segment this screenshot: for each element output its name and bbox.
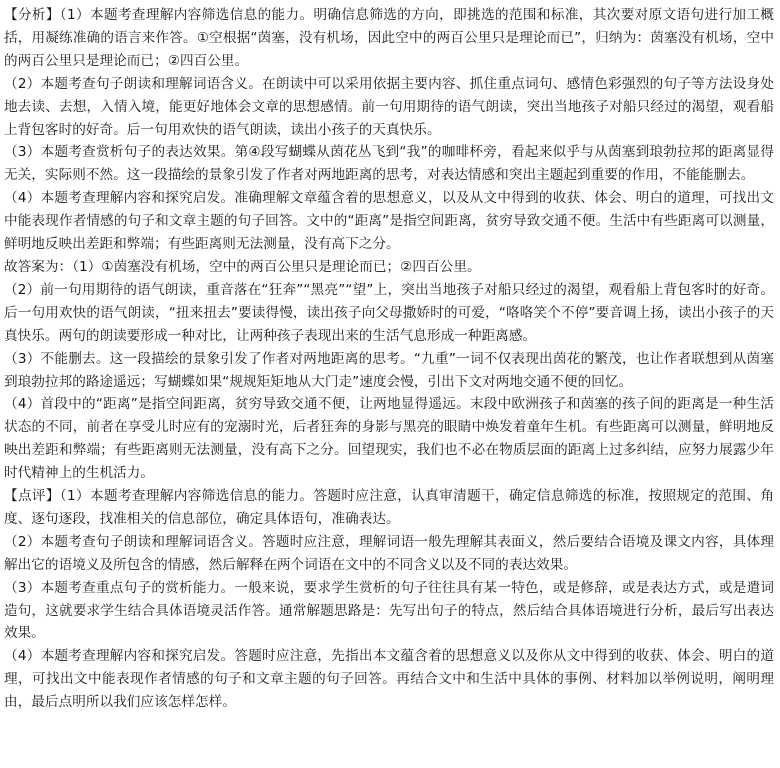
comment-q2-paragraph: （2）本题考查句子朗读和理解词语含义。答题时应注意，理解词语一般先理解其表面义，然后要结合语境及课文内容，具体理解出它的语境义及所包含的情感，然后解释在两个词语在文中的不同含义以及不同的表达效果。 <box>4 533 774 573</box>
answer-q3-paragraph: （3）不能删去。这一段描绘的景象引发了作者对两地距离的思考。“九重”一词不仅表现出茵花的繁茂，也让作者联想到从茵塞到琅勃拉邦的路途遥远；写蝴蝶如果“规规矩矩地从大门走”速度会慢，引出下文对两地交通不便的回忆。 <box>4 350 774 390</box>
comment-q4-paragraph: （4）本题考查理解内容和探究启发。答题时应注意，先指出本文蕴含着的思想意义以及你从文中得到的收获、体会、明白的道理，可找出文中能表现作者情感的句子和文章主题的句子回答。再结合文中和生活中具体的事例、材料加以举例说明，阐明理由，最后点明所以我们应该怎样怎样。 <box>4 648 774 711</box>
analysis-header-paragraph: 【分析】（1）本题考查理解内容筛选信息的能力。明确信息筛选的方向，即挑选的范围和标准，其次要对原文语句进行加工概括，用凝练准确的语言来作答。①空根据“茵塞，没有机场，因此空中的两百公里只是理论而已”，归纳为：茵塞没有机场，空中的两百公里只是理论而已；②四百公里。 <box>4 7 774 69</box>
answer-q4-paragraph: （4）首段中的“距离”是指空间距离，贫穷导致交通不便，让两地显得遥远。末段中欧洲孩子和茵塞的孩子间的距离是一种生活状态的不同，前者在享受儿时应有的宠溺时光，后者狂奔的身影与黑亮的眼睛中焕发着童年生机。有些距离可以测量，鲜明地反映出差距和弊端；有些距离则无法测量，没有高下之分。回望现实，我们也不必在物质层面的距离上过多纠结，应努力展露少年时代精神上的生机活力。 <box>4 396 774 482</box>
comment-header-paragraph: 【点评】（1）本题考查理解内容筛选信息的能力。答题时应注意，认真审清题干，确定信息筛选的标准，按照规定的范围、角度、逐句逐段，找准相关的信息部位，确定具体语句，准确表达。 <box>4 488 774 527</box>
comment-q3-paragraph: （3）本题考查重点句子的赏析能力。一般来说，要求学生赏析的句子往往具有某一特色，或是修辞，或是表达方式，或是遣词造句，这就要求学生结合具体语境灵活作答。通常解题思路是：先写出句子的特点，然后结合具体语境进行分析，最后写出表达效果。 <box>4 579 774 642</box>
analysis-q2-paragraph: （2）本题考查句子朗读和理解词语含义。在朗读中可以采用依据主要内容、抓住重点词句、感情色彩强烈的句子等方法设身处地去读、去想，入情入境，能更好地体会文章的思想感情。前一句用期待的语气朗读，突出当地孩子对船只经过的渴望，观看船上背包客时的好奇。后一句用欢快的语气朗读，读出小孩子的天真快乐。 <box>4 75 774 138</box>
answer-q2-paragraph: （2）前一句用期待的语气朗读，重音落在“狂奔”“黑亮”“望”上，突出当地孩子对船只经过的渴望，观看船上背包客时的好奇。后一句用欢快的语气朗读，“扭来扭去”要读得慢，读出孩子向父母撒娇时的可爱，“咯咯笑个不停”要音调上扬，读出小孩子的天真快乐。两句的朗读要形成一种对比，让两种孩子表现出来的生活气息形成一种距离感。 <box>4 281 774 344</box>
analysis-q3-paragraph: （3）本题考查赏析句子的表达效果。第④段写蝴蝶从茵花丛飞到“我”的咖啡杯旁，看起来似乎与从茵塞到琅勃拉邦的距离显得无关，实际则不然。这一段描绘的景象引发了作者对两地距离的思考，对表达情感和突出主题起到重要的作用，不能能删去。 <box>4 144 774 184</box>
answer-q1-paragraph: 故答案为：（1）①茵塞没有机场，空中的两百公里只是理论而已；②四百公里。 <box>4 258 481 275</box>
analysis-q4-paragraph: （4）本题考查理解内容和探究启发。准确理解文章蕴含着的思想意义，以及从文中得到的收获、体会、明白的道理，可找出文中能表现作者情感的句子和文章主题的句子回答。文中的“距离”是指空间距离，贫穷导致交通不便。生活中有些距离可以测量，鲜明地反映出差距和弊端；有些距离则无法测量，没有高下之分。 <box>4 190 774 253</box>
